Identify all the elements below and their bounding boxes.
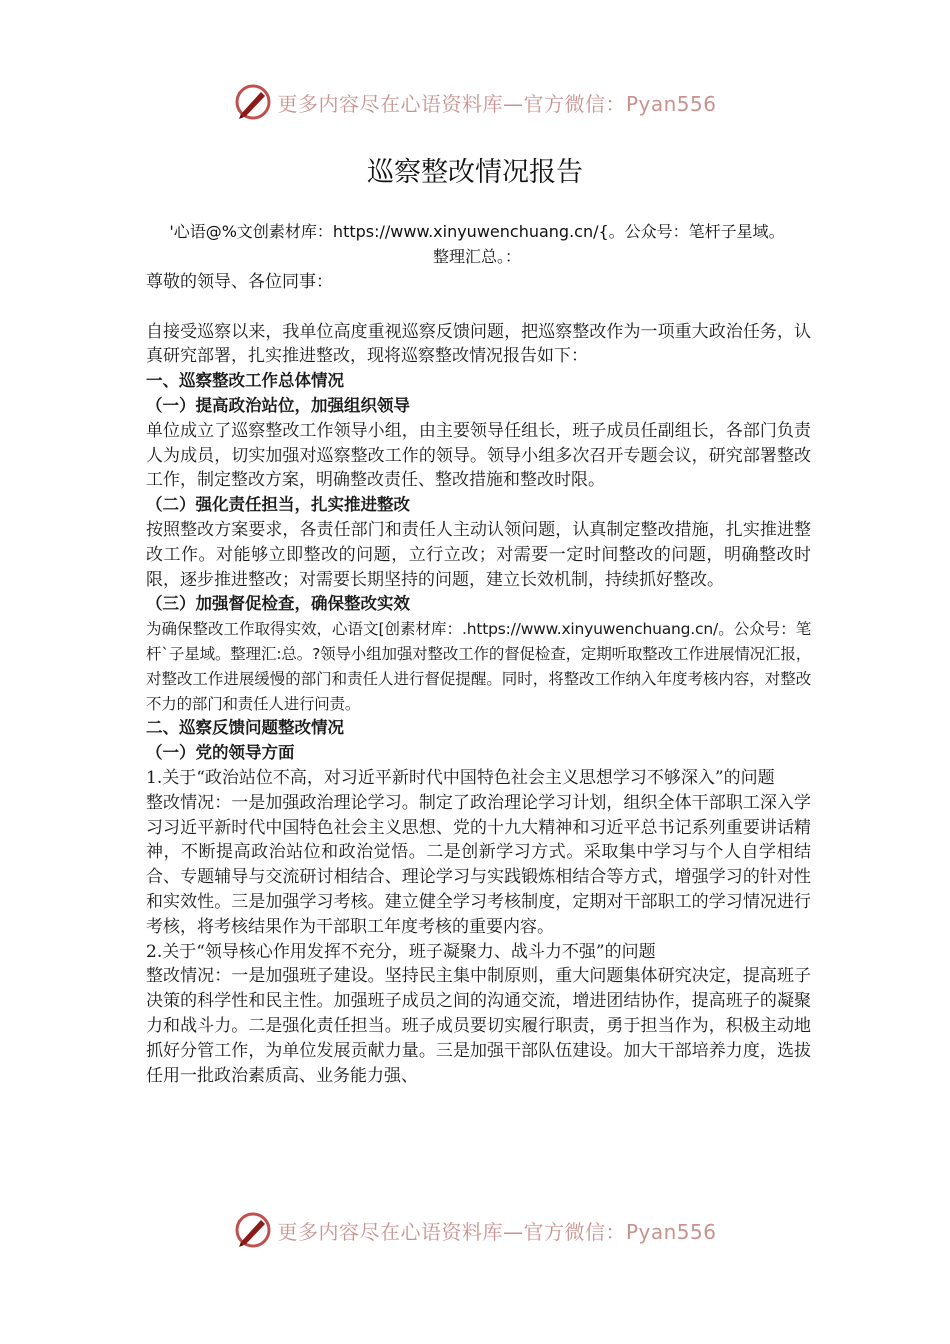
pen-logo-icon [233, 1210, 273, 1250]
section-1-sub-2-body: 按照整改方案要求，各责任部门和责任人主动认领问题，认真制定整改措施，扎实推进整改工作。对能够立即整改的问题，立行立改；对需要一定时间整改的问题，明确整改时限，逐步推进整改；对需要长期坚持的问题，建立长效机制，持续抓好整改。 [146, 519, 811, 590]
section-1-sub-2-heading: （二）强化责任担当，扎实推进整改 [146, 495, 410, 515]
source-line-2: 整理汇总。： [432, 247, 521, 266]
intro-paragraph: 自接受巡察以来，我单位高度重视巡察反馈问题，把巡察整改作为一项重大政治任务，认真研究部署，扎实推进整改，现将巡察整改情况报告如下： [146, 321, 811, 367]
section-2-heading: 二、巡察反馈问题整改情况 [146, 718, 344, 738]
greeting: 尊敬的领导、各位同事： [146, 272, 333, 292]
section-1-sub-1-body: 单位成立了巡察整改工作领导小组，由主要领导任组长，班子成员任副组长，各部门负责人为成员，切实加强对巡察整改工作的领导。领导小组多次召开专题会议，研究部署整改工作，制定整改方案，明确整改责任、整改措施和整改时限。 [146, 420, 811, 491]
section-1-sub-3-heading: （三）加强督促检查，确保整改实效 [146, 594, 410, 614]
report-body [146, 270, 811, 1088]
pen-logo-icon [233, 82, 273, 122]
section-1-sub-1-heading: （一）提高政治站位，加强组织领导 [146, 395, 410, 415]
source-line-1: '心语@%文创素材库：https://www.xinyuwenchuang.cn/{。公众号：笔杆子星域。 [169, 222, 785, 241]
section-1-heading: 一、巡察整改工作总体情况 [146, 371, 344, 391]
banner-text: 更多内容尽在心语资料库—官方微信：Pyan556 [277, 1219, 717, 1244]
section-2-sub-1-heading: （一）党的领导方面 [146, 743, 295, 763]
footer-banner [0, 1208, 950, 1252]
item-1-body: 整改情况：一是加强政治理论学习。制定了政治理论学习计划，组织全体干部职工深入学习习近平新时代中国特色社会主义思想、党的十九大精神和习近平总书记系列重要讲话精神，不断提高政治站位和政治觉悟。二是创新学习方式。采取集中学习与个人自学相结合、专题辅导与交流研讨相结合、理论学习与实践锻炼相结合等方式，增强学习的针对性和实效性。三是加强学习考核。建立健全学习考核制度，定期对干部职工的学习情况进行考核，将考核结果作为干部职工年度考核的重要内容。 [146, 792, 811, 937]
item-2-body: 整改情况：一是加强班子建设。坚持民主集中制原则，重大问题集体研究决定，提高班子决策的科学性和民主性。加强班子成员之间的沟通交流，增进团结协作，提高班子的凝聚力和战斗力。二是强化责任担当。班子成员要切实履行职责，勇于担当作为，积极主动地抓好分管工作，为单位发展贡献力量。三是加强干部队伍建设。加大干部培养力度，选拔任用一批政治素质高、业务能力强、 [146, 966, 811, 1086]
section-1-sub-3-body: 为确保整改工作取得实效，心语文[创素材库：.https://www.xinyuwenchuang.cn/。公众号：笔杆`子星域。整理汇:总。?领导小组加强对整改工作的督促检查，定期听取整改工作进展情况汇报，对整改工作进展缓慢的部门和责任人进行督促提醒。同时，将整改工作纳入年度考核内容，对整改不力的部门和责任人进行问责。 [146, 620, 811, 713]
banner-text: 更多内容尽在心语资料库—官方微信：Pyan556 [277, 91, 717, 116]
item-2-title: 2.关于“领导核心作用发挥不充分，班子凝聚力、战斗力不强”的问题 [146, 941, 656, 962]
item-1-title: 1.关于“政治站位不高，对习近平新时代中国特色社会主义思想学习不够深入”的问题 [146, 767, 775, 788]
header-banner [0, 80, 950, 124]
page-title: 巡察整改情况报告 [367, 157, 583, 188]
